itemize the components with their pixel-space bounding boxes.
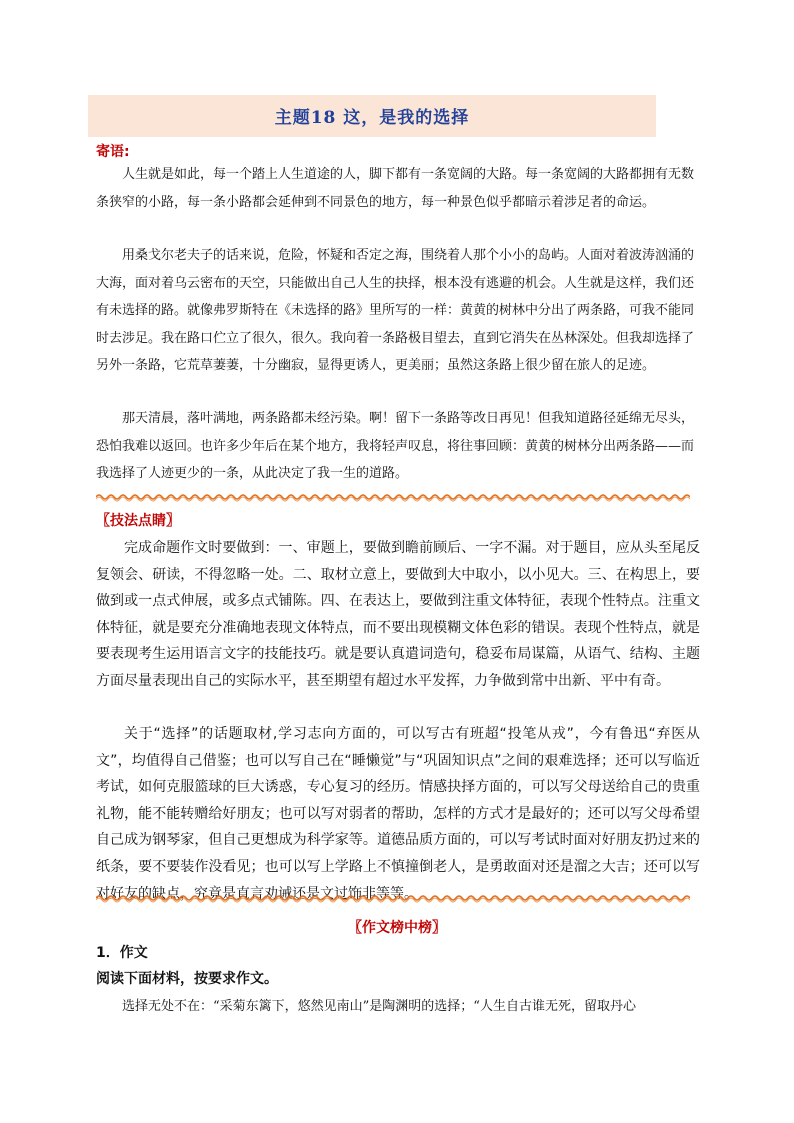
page-title: 主题18 这，是我的选择 bbox=[274, 108, 470, 128]
intro-label: 寄语: bbox=[96, 144, 130, 160]
technique-paragraph-2: 关于“选择”的话题取材,学习志向方面的，可以写古有班超“投笔从戎”，今有鲁迅“弃医从文”，均值得自己借鉴；也可以写自己在“睡懒觉”与“巩固知识点”之间的艰难选择；还可以写临近考试，如何克服篮球的巨大诱惑，专心复习的经历。情感抉择方面的，可以写父母送给自己的贵重礼物，能不能转赠给好朋友；也可以写对弱者的帮助，怎样的方式才是最好的；还可以写父母希望自己成为钢琴家，但自己更想成为科学家等。道德品质方面的，可以写考试时面对好朋友扔过来的纸条，要不要装作没看见；也可以写上学路上不慎撞倒老人，是勇敢面对还是溜之大吉；还可以写对好友的缺点，究竟是直言劝诫还是文过饰非等等。 bbox=[96, 726, 700, 902]
material-text: 选择无处不在：“采菊东篱下，悠然见南山”是陶渊明的选择；“人生自古谁无死，留取丹心 bbox=[122, 999, 636, 1014]
title-banner bbox=[88, 95, 656, 137]
practice-label: 〖作文榜中榜〗 bbox=[348, 920, 446, 936]
technique-paragraph-1: 完成命题作文时要做到：一、审题上，要做到瞻前顾后、一字不漏。对于题目，应从头至尾反复领会、研读，不得忽略一处。二、取材立意上，要做到大中取小，以小见大。三、在构思上，要做到或一点式伸展，或多点式铺陈。四、在表达上，要做到注重文体特征，表现个性特点。注重文体特征，就是要充分准确地表现文体特点，而不要出现模糊文体色彩的错误。表现个性特点，就是要表现考生运用语言文字的技能技巧。就是要认真遣词造句，稳妥布局谋篇，从语气、结构、主题方面尽量表现出自己的实际水平，甚至期望有超过水平发挥，力争做到常中出新、平中有奇。 bbox=[96, 540, 700, 689]
technique-label: 〖技法点睛〗 bbox=[96, 513, 180, 529]
intro-paragraph-1: 人生就是如此，每一个踏上人生道途的人，脚下都有一条宽阔的大路。每一条宽阔的大路都拥有无数条狭窄的小路，每一条小路都会延伸到不同景色的地方，每一种景色似乎都暗示着涉足者的命运。 bbox=[96, 167, 695, 210]
wavy-divider bbox=[96, 492, 690, 502]
instruction-text: 阅读下面材料，按要求作文。 bbox=[96, 971, 278, 987]
intro-paragraph-2: 用桑戈尔老夫子的话来说，危险，怀疑和否定之海，围绕着人那个小小的岛屿。人面对着波涛汹涌的大海，面对着乌云密布的天空，只能做出自己人生的抉择，根本没有逃避的机会。人生就是这样，我们还有未选择的路。就像弗罗斯特在《未选择的路》里所写的一样：黄黄的树林中分出了两条路，可我不能同时去涉足。我在路口伫立了很久，很久。我向着一条路极目望去，直到它消失在丛林深处。但我却选择了另外一条路，它荒草萋萋，十分幽寂，显得更诱人，更美丽；虽然这条路上很少留在旅人的足迹。 bbox=[96, 248, 695, 373]
section-number: 1．作文 bbox=[96, 945, 148, 961]
wavy-divider bbox=[96, 893, 690, 903]
intro-paragraph-3: 那天清晨，落叶满地，两条路都未经污染。啊！留下一条路等改日再见！但我知道路径延绵无尽头，恐怕我难以返回。也许多少年后在某个地方，我将轻声叹息，将往事回顾：黄黄的树林分出两条路——而我选择了人迹更少的一条，从此决定了我一生的道路。 bbox=[96, 411, 695, 481]
